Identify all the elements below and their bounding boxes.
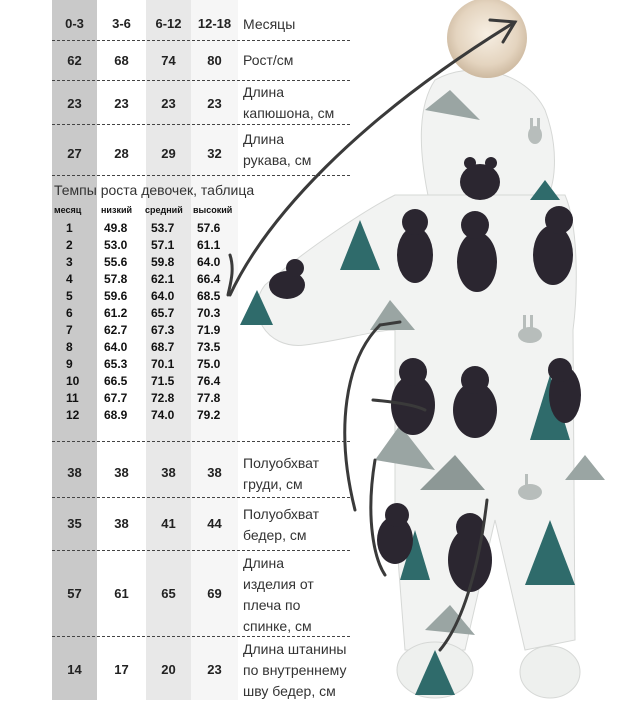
growth-month-cell: 5 — [66, 289, 73, 303]
value-cell: 23 — [161, 96, 176, 111]
value-cell: 35 — [67, 516, 82, 531]
growth-value-cell: 71.9 — [197, 323, 221, 337]
growth-value-cell: 68.7 — [151, 340, 175, 354]
growth-value-cell: 59.8 — [151, 255, 175, 269]
value-cell: 41 — [161, 516, 176, 531]
growth-value-cell: 67.7 — [104, 391, 128, 405]
value-cell: 38 — [161, 465, 176, 480]
value-cell: 23 — [67, 96, 82, 111]
length-arrow — [371, 460, 385, 575]
month-cell: 6-12 — [155, 16, 182, 31]
growth-value-cell: 77.8 — [197, 391, 221, 405]
growth-value-cell: 57.6 — [197, 221, 221, 235]
value-cell: 38 — [207, 465, 222, 480]
value-cell: 69 — [207, 586, 222, 601]
growth-value-cell: 70.3 — [197, 306, 221, 320]
row-label: Длина штанины по внутреннему шву бедер, см — [243, 641, 347, 699]
growth-value-cell: 64.0 — [104, 340, 128, 354]
growth-value-cell: 62.7 — [104, 323, 128, 337]
growth-value-cell: 66.4 — [197, 272, 221, 286]
row-label: Полуобхват бедер, см — [243, 506, 320, 543]
bear-icon — [377, 503, 413, 564]
growth-value-cell: 65.7 — [151, 306, 175, 320]
value-cell: 68 — [114, 53, 129, 68]
value-cell: 38 — [114, 465, 129, 480]
value-cell: 80 — [207, 53, 222, 68]
value-cell: 44 — [207, 516, 222, 531]
growth-month-cell: 12 — [66, 408, 80, 422]
growth-month-cell: 2 — [66, 238, 73, 252]
growth-value-cell: 66.5 — [104, 374, 128, 388]
growth-value-cell: 62.1 — [151, 272, 175, 286]
value-cell: 62 — [67, 53, 82, 68]
value-cell: 17 — [114, 662, 129, 677]
growth-value-cell: 57.1 — [151, 238, 175, 252]
value-cell: 29 — [161, 146, 176, 161]
growth-month-cell: 1 — [66, 221, 73, 235]
value-cell: 23 — [207, 662, 222, 677]
growth-value-cell: 53.7 — [151, 221, 175, 235]
growth-header-high: высокий — [193, 205, 233, 215]
chest-arrow — [345, 325, 380, 510]
months-label: Месяцы — [243, 16, 296, 32]
value-cell: 61 — [114, 586, 129, 601]
value-cell: 28 — [114, 146, 129, 161]
value-cell: 14 — [67, 662, 82, 677]
growth-value-cell: 76.4 — [197, 374, 221, 388]
month-cell: 3-6 — [112, 16, 131, 31]
growth-value-cell: 64.0 — [151, 289, 175, 303]
row-label: Длина рукава, см — [243, 131, 312, 168]
month-cell: 0-3 — [65, 16, 84, 31]
growth-value-cell: 64.0 — [197, 255, 221, 269]
growth-month-cell: 8 — [66, 340, 73, 354]
growth-header-low: низкий — [101, 205, 133, 215]
growth-value-cell: 65.3 — [104, 357, 128, 371]
growth-value-cell: 53.0 — [104, 238, 128, 252]
growth-value-cell: 72.8 — [151, 391, 175, 405]
row-label: Рост/см — [243, 52, 294, 68]
bear-icon — [548, 358, 581, 423]
value-cell: 23 — [114, 96, 129, 111]
growth-month-cell: 10 — [66, 374, 80, 388]
bear-icon — [397, 209, 433, 283]
growth-month-cell: 11 — [66, 391, 79, 405]
growth-value-cell: 73.5 — [197, 340, 221, 354]
growth-value-cell: 49.8 — [104, 221, 128, 235]
growth-month-cell: 9 — [66, 357, 73, 371]
growth-value-cell: 67.3 — [151, 323, 175, 337]
growth-value-cell: 75.0 — [197, 357, 221, 371]
growth-value-cell: 74.0 — [151, 408, 175, 422]
value-cell: 38 — [67, 465, 82, 480]
snowsuit-illustration — [225, 0, 624, 700]
value-cell: 74 — [161, 53, 176, 68]
value-cell: 27 — [67, 146, 82, 161]
growth-month-cell: 6 — [66, 306, 73, 320]
row-label: Длина капюшона, см — [243, 84, 335, 121]
growth-header-month: месяц — [54, 205, 82, 215]
row-label: Полуобхват груди, см — [243, 455, 320, 492]
growth-value-cell: 68.5 — [197, 289, 221, 303]
growth-table-title: Темпы роста девочек, таблица — [54, 182, 255, 198]
month-cell: 12-18 — [197, 16, 232, 31]
growth-value-cell: 61.2 — [104, 306, 128, 320]
value-cell: 23 — [207, 96, 222, 111]
value-cell: 32 — [207, 146, 222, 161]
growth-month-cell: 4 — [66, 272, 73, 286]
growth-month-cell: 3 — [66, 255, 73, 269]
growth-value-cell: 57.8 — [104, 272, 128, 286]
growth-month-cell: 7 — [66, 323, 73, 337]
growth-value-cell: 71.5 — [151, 374, 175, 388]
right-boot — [520, 646, 580, 698]
value-cell: 38 — [114, 516, 129, 531]
growth-header-mid: средний — [145, 205, 183, 215]
value-cell: 57 — [67, 586, 82, 601]
growth-value-cell: 61.1 — [197, 238, 221, 252]
row-label: Длина изделия от плеча по спинке, см — [243, 555, 314, 634]
bear-icon — [269, 259, 305, 299]
growth-value-cell: 70.1 — [151, 357, 175, 371]
growth-value-cell: 79.2 — [197, 408, 221, 422]
growth-value-cell: 59.6 — [104, 289, 128, 303]
value-cell: 65 — [161, 586, 176, 601]
growth-value-cell: 68.9 — [104, 408, 128, 422]
value-cell: 20 — [161, 662, 176, 677]
growth-value-cell: 55.6 — [104, 255, 128, 269]
